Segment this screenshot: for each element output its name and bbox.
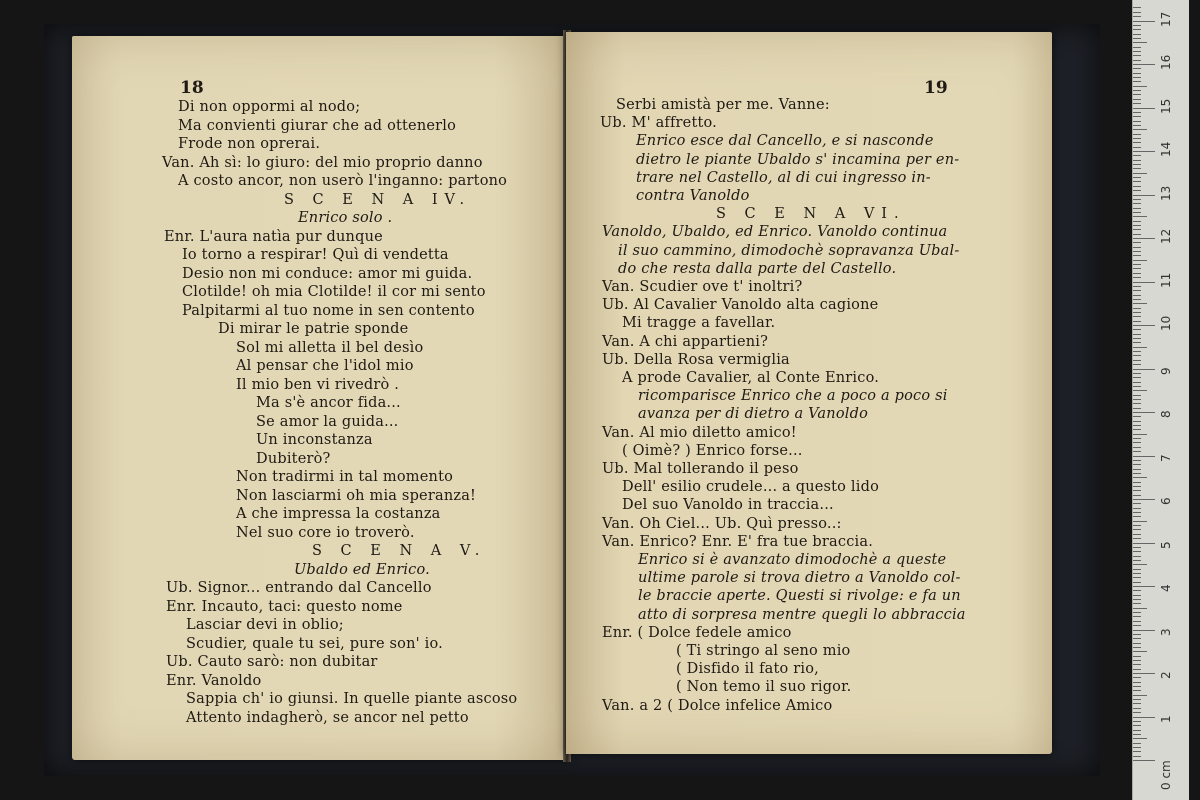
ruler-tick	[1133, 347, 1147, 348]
right-page-text-line: Enr. ( Dolce fedele amico	[602, 624, 792, 641]
ruler-tick	[1133, 469, 1141, 470]
ruler-tick	[1133, 634, 1141, 635]
ruler-tick	[1133, 699, 1141, 700]
ruler-tick	[1133, 155, 1141, 156]
right-page-text-line: Vanoldo, Ubaldo, ed Enrico. Vanoldo continua	[602, 224, 948, 241]
ruler-tick	[1133, 173, 1147, 174]
ruler-tick	[1133, 599, 1141, 600]
right-page-text-line: Serbi amistà per me. Vanne:	[616, 97, 830, 113]
ruler-tick	[1133, 647, 1141, 648]
ruler-tick	[1133, 212, 1141, 213]
ruler-tick	[1133, 329, 1141, 330]
page-number-left: 18	[180, 78, 204, 98]
ruler-tick	[1133, 277, 1141, 278]
right-page-text-line: Van. Scudier ove t' inoltri?	[602, 279, 803, 295]
ruler-tick	[1133, 355, 1141, 356]
left-page-text-line: S C E N A IV.	[284, 191, 472, 208]
ruler-tick	[1133, 303, 1147, 304]
right-page-text-line: il suo cammino, dimodochè sopravanza Ubal-	[618, 242, 960, 259]
ruler-tick	[1133, 534, 1141, 535]
ruler-tick	[1133, 186, 1141, 187]
right-page-text-line: ( Oimè? ) Enrico forse...	[622, 442, 803, 459]
ruler-tick	[1133, 147, 1141, 148]
ruler-tick	[1133, 717, 1155, 718]
ruler-tick	[1133, 482, 1141, 483]
right-page-text-line: ultime parole si trova dietro a Vanoldo col-	[638, 570, 961, 587]
ruler-tick	[1133, 99, 1141, 100]
ruler-tick	[1133, 577, 1141, 578]
ruler-tick	[1133, 673, 1155, 674]
ruler-tick	[1133, 386, 1141, 387]
ruler-tick	[1133, 621, 1141, 622]
ruler-number: 5	[1159, 540, 1173, 549]
ruler-tick	[1133, 543, 1155, 544]
ruler-tick	[1133, 160, 1141, 161]
ruler-tick	[1133, 51, 1141, 52]
ruler-tick	[1133, 442, 1141, 443]
ruler-tick	[1133, 129, 1147, 130]
right-page-text-line: ( Ti stringo al seno mio	[676, 643, 851, 659]
right-page-text-line: Ub. Mal tollerando il peso	[602, 461, 799, 477]
ruler-tick	[1133, 460, 1141, 461]
ruler-tick	[1133, 660, 1141, 661]
left-page-text-line: Clotilde! oh mia Clotilde! il cor mi sento	[182, 284, 486, 300]
ruler-tick	[1133, 690, 1141, 691]
ruler-tick	[1133, 734, 1141, 735]
ruler-tick	[1133, 77, 1141, 78]
ruler-number: 15	[1159, 98, 1173, 114]
right-page-text-line: contra Vanoldo	[636, 188, 750, 204]
ruler-tick	[1133, 286, 1141, 287]
ruler-tick	[1133, 134, 1141, 135]
ruler-tick	[1133, 334, 1141, 335]
right-page-text-line: atto di sorpresa mentre quegli lo abbraccia	[638, 606, 966, 623]
ruler-tick	[1133, 351, 1141, 352]
ruler-tick	[1133, 451, 1141, 452]
ruler-tick	[1133, 412, 1155, 413]
ruler-tick	[1133, 68, 1141, 69]
ruler-tick	[1133, 251, 1141, 252]
right-page-text-line: do che resta dalla parte del Castello.	[618, 260, 897, 277]
ruler-tick	[1133, 282, 1155, 283]
right-page-text-line: Enrico si è avanzato dimodochè a queste	[638, 552, 947, 568]
ruler-tick	[1133, 73, 1141, 74]
ruler-tick	[1133, 38, 1141, 39]
ruler-tick	[1133, 312, 1141, 313]
ruler-tick	[1133, 81, 1141, 82]
ruler-tick	[1133, 369, 1155, 370]
ruler-tick	[1133, 747, 1141, 748]
ruler-tick	[1133, 86, 1147, 87]
right-page-text-line: ( Disfido il fato rio,	[676, 661, 819, 678]
ruler-number: 6	[1159, 497, 1173, 505]
ruler-tick	[1133, 338, 1141, 339]
ruler-tick	[1133, 508, 1141, 509]
ruler-number: 17	[1159, 11, 1173, 27]
right-page-text-line: Van. Oh Ciel... Ub. Quì presso..:	[602, 515, 842, 532]
ruler-tick	[1133, 547, 1141, 548]
right-page-text-line: A prode Cavalier, al Conte Enrico.	[622, 370, 880, 386]
right-page-text-line: Ub. Della Rosa vermiglia	[602, 351, 790, 368]
ruler-tick	[1133, 168, 1141, 169]
left-page-text-line: Enrico solo .	[298, 210, 393, 226]
left-page-text-line: Ma convienti giurar che ad ottenerlo	[178, 117, 457, 134]
ruler-tick	[1133, 108, 1155, 109]
ruler-tick	[1133, 669, 1141, 670]
ruler-tick	[1133, 473, 1141, 474]
ruler-number: 3	[1159, 627, 1173, 636]
ruler-number: 4	[1159, 584, 1173, 592]
ruler-tick	[1133, 94, 1141, 95]
left-page-text-line: Enr. Incauto, taci: questo nome	[166, 598, 403, 615]
ruler-tick	[1133, 325, 1155, 326]
ruler-tick	[1133, 321, 1141, 322]
ruler-tick	[1133, 612, 1141, 613]
ruler-tick	[1133, 603, 1141, 604]
ruler-tick	[1133, 42, 1147, 43]
ruler-tick	[1133, 25, 1141, 26]
left-page-text-line: Sappia ch' io giunsi. In quelle piante ascoso	[186, 691, 518, 707]
ruler-tick	[1133, 573, 1141, 574]
ruler-tick	[1133, 760, 1155, 761]
right-page-text-line: avanza per di dietro a Vanoldo	[638, 406, 868, 423]
ruler-number: 14	[1159, 141, 1173, 157]
ruler-tick	[1133, 586, 1155, 587]
ruler-tick	[1133, 268, 1141, 269]
right-page-text-line: Van. Al mio diletto amico!	[602, 424, 797, 441]
left-page-text-line: Enr. Vanoldo	[166, 672, 262, 689]
ruler-tick	[1133, 625, 1141, 626]
ruler-tick	[1133, 273, 1141, 274]
ruler-tick	[1133, 103, 1141, 104]
left-page-text-line: Se amor la guida...	[256, 413, 399, 430]
ruler-tick	[1133, 677, 1141, 678]
ruler-tick	[1133, 403, 1141, 404]
ruler-tick	[1133, 438, 1141, 439]
left-page-text-line: Di mirar le patrie sponde	[218, 321, 409, 337]
ruler-tick	[1133, 429, 1141, 430]
ruler-tick	[1133, 290, 1141, 291]
ruler-tick	[1133, 643, 1141, 644]
right-page-text-line: S C E N A VI.	[716, 206, 906, 223]
left-page-text-line: Attento indagherò, se ancor nel petto	[186, 709, 469, 726]
ruler-tick	[1133, 590, 1141, 591]
ruler-tick	[1133, 686, 1141, 687]
ruler-tick	[1133, 125, 1141, 126]
ruler-tick	[1133, 490, 1141, 491]
ruler-tick	[1133, 195, 1155, 196]
measurement-ruler	[1132, 0, 1189, 800]
right-page-text-line: Van. a 2 ( Dolce infelice Amico	[602, 697, 833, 714]
ruler-number: 10	[1159, 315, 1173, 331]
ruler-tick	[1133, 234, 1141, 235]
ruler-tick	[1133, 486, 1141, 487]
ruler-tick	[1133, 260, 1147, 261]
ruler-tick	[1133, 199, 1141, 200]
ruler-number: 8	[1159, 410, 1173, 418]
left-page-text-line: Dubiterò?	[256, 450, 331, 467]
ruler-tick	[1133, 656, 1141, 657]
ruler-number: 7	[1159, 453, 1173, 462]
left-page-text-line: Non lasciarmi oh mia speranza!	[236, 487, 477, 504]
ruler-tick	[1133, 703, 1141, 704]
ruler-tick	[1133, 238, 1155, 239]
ruler-tick	[1133, 695, 1147, 696]
ruler-tick	[1133, 308, 1141, 309]
right-page-text-line: ( Non temo il suo rigor.	[676, 679, 852, 696]
left-page-text-line: Un inconstanza	[256, 432, 373, 448]
ruler-number: 11	[1159, 272, 1173, 288]
ruler-tick	[1133, 55, 1141, 56]
ruler-tick	[1133, 373, 1141, 374]
ruler-tick	[1133, 651, 1147, 652]
ruler-tick	[1133, 416, 1141, 417]
left-page-text-line: A che impressa la costanza	[236, 506, 441, 522]
ruler-tick	[1133, 121, 1141, 122]
ruler-tick	[1133, 142, 1141, 143]
ruler-tick	[1133, 264, 1141, 265]
ruler-tick	[1133, 342, 1141, 343]
ruler-tick	[1133, 151, 1155, 152]
left-page-text-line: A costo ancor, non userò l'inganno: partono	[178, 173, 508, 189]
ruler-tick	[1133, 29, 1141, 30]
ruler-tick	[1133, 595, 1141, 596]
left-page-text-line: Ma s'è ancor fida...	[256, 395, 401, 411]
right-page-text-line: Van. Enrico? Enr. E' fra tue braccia.	[602, 533, 874, 550]
ruler-number: 9	[1159, 366, 1173, 375]
left-page-text-line: Al pensar che l'idol mio	[236, 358, 414, 374]
ruler-tick	[1133, 447, 1141, 448]
left-page-text-line: Nel suo core io troverò.	[236, 524, 415, 541]
ruler-number: 16	[1159, 54, 1173, 70]
ruler-tick	[1133, 408, 1141, 409]
ruler-tick	[1133, 756, 1141, 757]
ruler-tick	[1133, 456, 1155, 457]
ruler-tick	[1133, 712, 1141, 713]
ruler-tick	[1133, 738, 1147, 739]
ruler-tick	[1133, 164, 1141, 165]
ruler-tick	[1133, 316, 1141, 317]
right-page-text-line: Del suo Vanoldo in traccia...	[622, 497, 834, 514]
ruler-tick	[1133, 725, 1141, 726]
ruler-tick	[1133, 743, 1141, 744]
ruler-tick	[1133, 299, 1141, 300]
ruler-tick	[1133, 521, 1147, 522]
ruler-tick	[1133, 638, 1141, 639]
left-page-text-line: Lasciar devi in oblio;	[186, 617, 344, 633]
ruler-tick	[1133, 525, 1141, 526]
ruler-tick	[1133, 247, 1141, 248]
ruler-tick	[1133, 556, 1141, 557]
ruler-tick	[1133, 551, 1141, 552]
ruler-tick	[1133, 425, 1141, 426]
ruler-tick	[1133, 242, 1141, 243]
ruler-tick	[1133, 47, 1141, 48]
ruler-tick	[1133, 12, 1141, 13]
left-page-text-line: Il mio ben vi rivedrò .	[236, 376, 400, 393]
ruler-number: 2	[1159, 671, 1173, 679]
left-page-text-line: Non tradirmi in tal momento	[236, 469, 454, 485]
ruler-tick	[1133, 177, 1141, 178]
page-number-right: 19	[924, 78, 948, 98]
ruler-tick	[1133, 225, 1141, 226]
ruler-tick	[1133, 477, 1147, 478]
ruler-tick	[1133, 560, 1141, 561]
ruler-tick	[1133, 512, 1141, 513]
right-page-text-line: dietro le piante Ubaldo s' incamina per en-	[636, 151, 960, 168]
right-page-text-line: Enrico esce dal Cancello, e si nasconde	[636, 133, 934, 150]
ruler-tick	[1133, 208, 1141, 209]
right-page-text-line: Dell' esilio crudele... a questo lido	[622, 479, 880, 496]
right-page-text-line: Van. A chi appartieni?	[602, 333, 769, 350]
right-page	[566, 32, 1052, 754]
ruler-tick	[1133, 360, 1141, 361]
ruler-tick	[1133, 464, 1141, 465]
left-page-text-line: Ub. Signor... entrando dal Cancello	[166, 580, 432, 596]
left-page-text-line: Sol mi alletta il bel desìo	[236, 339, 424, 356]
ruler-tick	[1133, 390, 1147, 391]
ruler-tick	[1133, 60, 1141, 61]
ruler-tick	[1133, 721, 1141, 722]
ruler-tick	[1133, 216, 1147, 217]
right-page-text-line: ricomparisce Enrico che a poco a poco si	[638, 388, 948, 405]
ruler-tick	[1133, 664, 1141, 665]
right-page-text-line: trare nel Castello, al di cui ingresso in-	[636, 169, 931, 186]
ruler-tick	[1133, 569, 1141, 570]
ruler-tick	[1133, 364, 1141, 365]
ruler-tick	[1133, 7, 1141, 8]
right-page-text-line: Ub. M' affretto.	[600, 115, 717, 132]
ruler-number: 13	[1159, 185, 1173, 201]
left-page-text-line: Ubaldo ed Enrico.	[294, 561, 430, 578]
ruler-tick	[1133, 399, 1141, 400]
ruler-tick	[1133, 221, 1141, 222]
left-page-text-line: S C E N A V.	[312, 543, 487, 559]
left-page-text-line: Di non oppormi al nodo;	[178, 99, 361, 115]
ruler-unit-label: 0 cm	[1159, 760, 1173, 790]
ruler-tick	[1133, 138, 1141, 139]
ruler-tick	[1133, 395, 1141, 396]
ruler-tick	[1133, 382, 1141, 383]
ruler-tick	[1133, 516, 1141, 517]
left-page	[72, 36, 568, 760]
ruler-tick	[1133, 564, 1147, 565]
left-page-text-line: Enr. L'aura natìa pur dunque	[164, 228, 383, 245]
ruler-tick	[1133, 116, 1141, 117]
ruler-tick	[1133, 708, 1141, 709]
left-page-text-line: Van. Ah sì: lo giuro: del mio proprio danno	[162, 154, 483, 171]
ruler-tick	[1133, 421, 1141, 422]
ruler-tick	[1133, 377, 1141, 378]
ruler-tick	[1133, 730, 1141, 731]
left-page-text-line: Desio non mi conduce: amor mi guida.	[182, 265, 473, 282]
ruler-tick	[1133, 112, 1141, 113]
ruler-tick	[1133, 190, 1141, 191]
left-page-text-line: Frode non oprerai.	[178, 136, 321, 152]
ruler-tick	[1133, 34, 1141, 35]
ruler-tick	[1133, 608, 1147, 609]
left-page-text-line: Palpitarmi al tuo nome in sen contento	[182, 302, 475, 319]
ruler-tick	[1133, 295, 1141, 296]
ruler-tick	[1133, 181, 1141, 182]
ruler-tick	[1133, 529, 1141, 530]
ruler-tick	[1133, 255, 1141, 256]
ruler-tick	[1133, 434, 1147, 435]
ruler-tick	[1133, 616, 1141, 617]
ruler-tick	[1133, 90, 1141, 91]
ruler-tick	[1133, 682, 1141, 683]
ruler-tick	[1133, 582, 1141, 583]
left-page-text-line: Io torno a respirar! Quì di vendetta	[182, 247, 449, 263]
ruler-tick	[1133, 503, 1141, 504]
right-page-text-line: le braccie aperte. Questi si rivolge: e fa un	[638, 588, 961, 605]
left-page-text-line: Scudier, quale tu sei, pure son' io.	[186, 635, 443, 652]
right-page-text-line: Ub. Al Cavalier Vanoldo alta cagione	[602, 297, 879, 314]
ruler-tick	[1133, 203, 1141, 204]
ruler-tick	[1133, 21, 1155, 22]
ruler-tick	[1133, 495, 1141, 496]
ruler-tick	[1133, 64, 1155, 65]
right-page-text-line: Mi tragge a favellar.	[622, 315, 776, 332]
ruler-tick	[1133, 630, 1155, 631]
ruler-number: 1	[1159, 714, 1173, 723]
ruler-tick	[1133, 538, 1141, 539]
ruler-tick	[1133, 499, 1155, 500]
ruler-number: 12	[1159, 228, 1173, 244]
ruler-tick	[1133, 751, 1141, 752]
ruler-tick	[1133, 16, 1141, 17]
ruler-tick	[1133, 229, 1141, 230]
left-page-text-line: Ub. Cauto sarò: non dubitar	[166, 654, 378, 670]
